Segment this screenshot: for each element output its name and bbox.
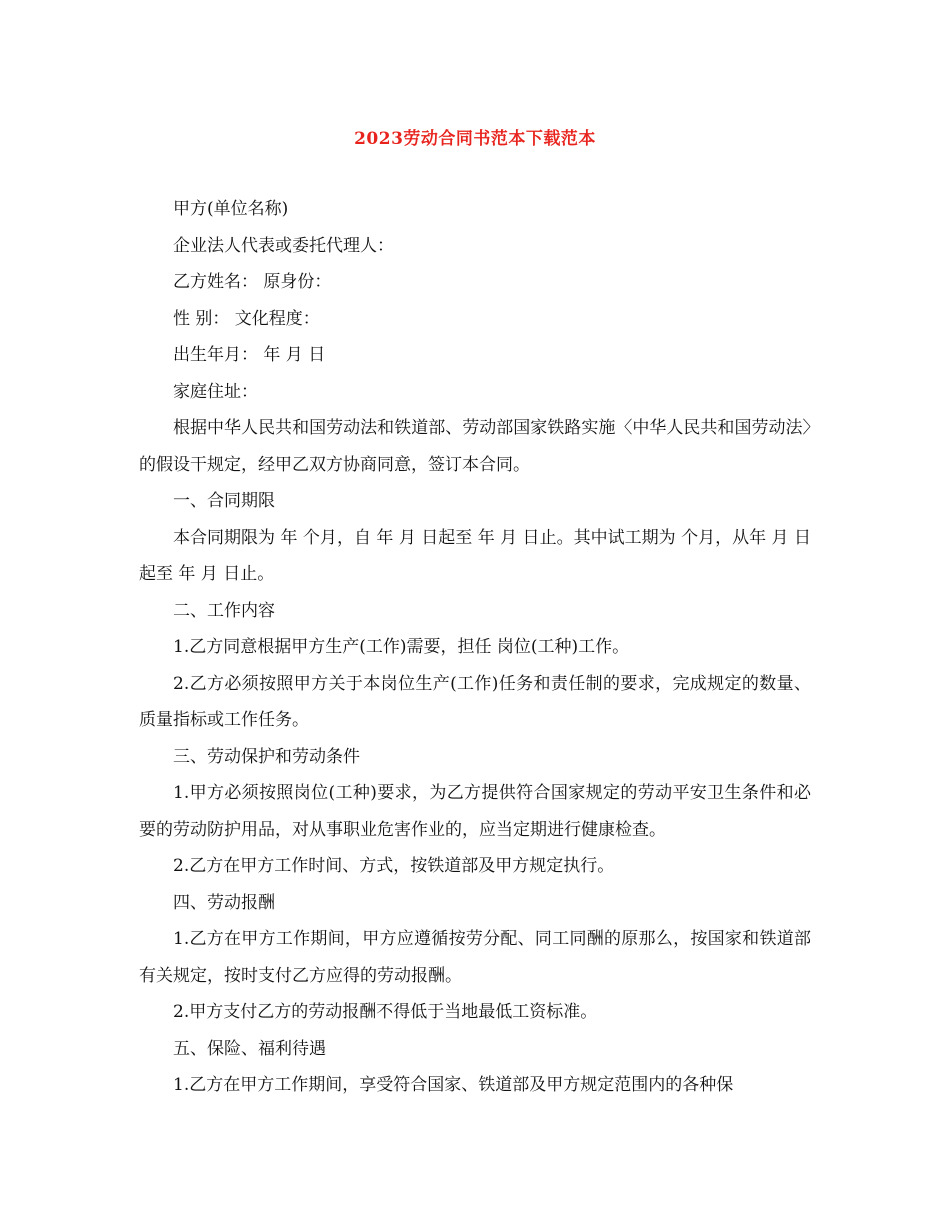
- party-a-name: 甲方(单位名称): [173, 199, 289, 219]
- gender-education: 性 别： 文化程度：: [173, 308, 320, 329]
- section-heading-remuneration: 四、劳动报酬: [173, 892, 275, 913]
- legal-representative: 企业法人代表或委托代理人：: [173, 235, 394, 256]
- birth-date: 出生年月： 年 月 日: [173, 345, 326, 365]
- work-content-item-2: 2.乙方必须按照甲方关于本岗位生产(工作)任务和责任制的要求，完成规定的数量、质量指标或工作任务。: [139, 673, 811, 730]
- section-heading-labor-protection: 三、劳动保护和劳动条件: [173, 746, 360, 767]
- work-content-item-1: 1.乙方同意根据甲方生产(工作)需要，担任 岗位(工种)工作。: [173, 637, 630, 657]
- contract-term-paragraph: 本合同期限为 年 个月，自 年 月 日起至 年 月 日止。其中试工期为 个月，从年 月 日起至 年 月 日止。: [139, 527, 811, 584]
- remuneration-item-1: 1.乙方在甲方工作期间，甲方应遵循按劳分配、同工同酬的原那么，按国家和铁道部有关规定，按时支付乙方应得的劳动报酬。: [139, 929, 811, 986]
- section-heading-insurance-welfare: 五、保险、福利待遇: [173, 1038, 326, 1059]
- labor-protection-item-2: 2.乙方在甲方工作时间、方式，按铁道部及甲方规定执行。: [173, 856, 615, 876]
- section-heading-work-content: 二、工作内容: [173, 600, 275, 621]
- home-address: 家庭住址：: [173, 381, 258, 402]
- labor-protection-item-1: 1.甲方必须按照岗位(工种)要求，为乙方提供符合国家规定的劳动平安卫生条件和必要的劳动防护用品，对从事职业危害作业的，应当定期进行健康检查。: [139, 783, 811, 840]
- insurance-welfare-item-1: 1.乙方在甲方工作期间，享受符合国家、铁道部及甲方规定范围内的各种保: [173, 1075, 734, 1095]
- section-heading-contract-term: 一、合同期限: [173, 491, 275, 511]
- document-body: [139, 191, 811, 1104]
- preamble-paragraph: 根据中华人民共和国劳动法和铁道部、劳动部国家铁路实施〈中华人民共和国劳动法〉的假设干规定，经甲乙双方协商同意，签订本合同。: [139, 418, 811, 475]
- remuneration-item-2: 2.甲方支付乙方的劳动报酬不得低于当地最低工资标准。: [173, 1002, 598, 1022]
- document-title: 2023劳动合同书范本下载范本: [354, 129, 596, 149]
- party-b-name: 乙方姓名： 原身份：: [173, 272, 332, 292]
